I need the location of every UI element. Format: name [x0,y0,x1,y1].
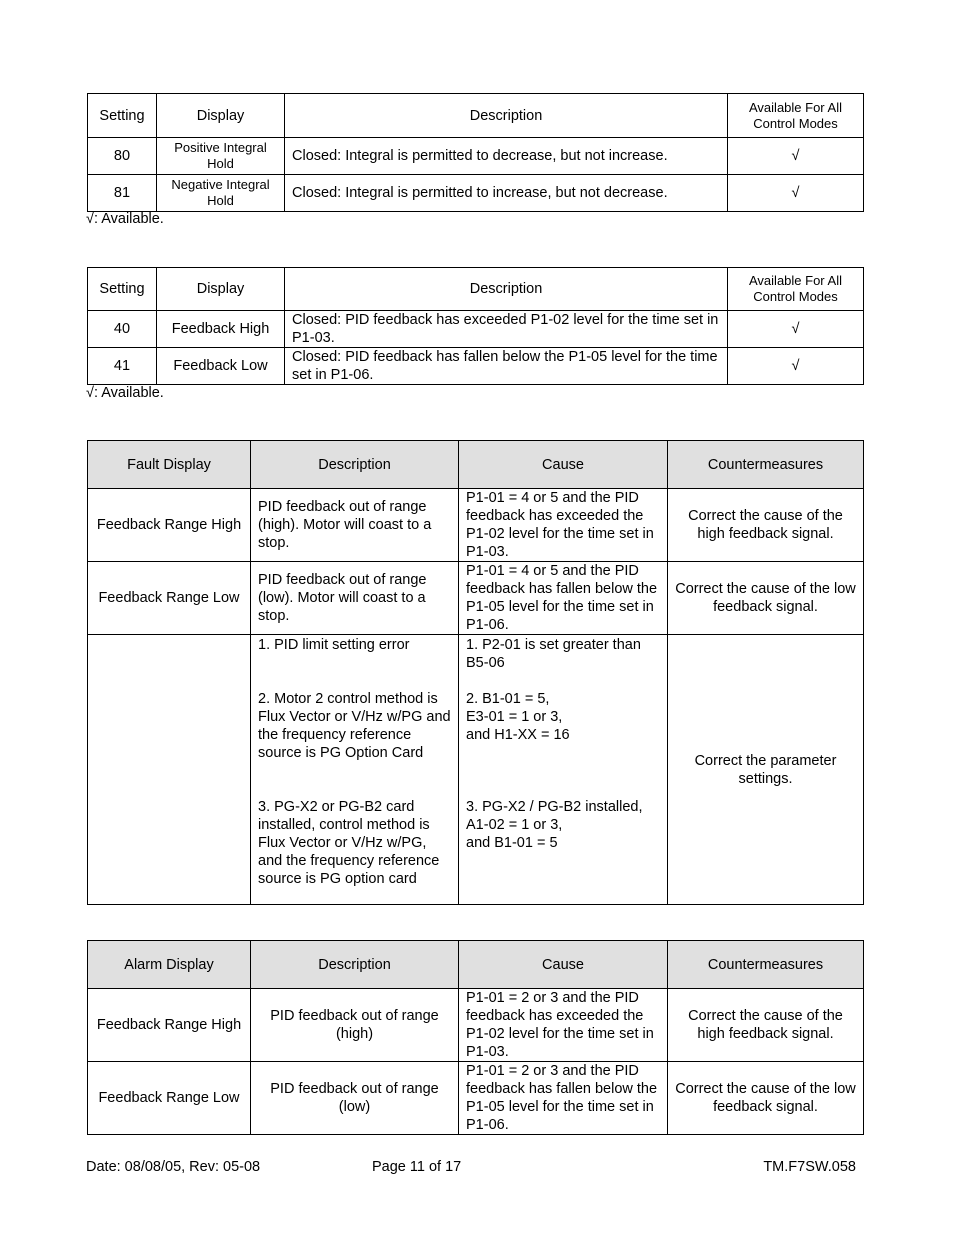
fault-display-cell: Feedback Range High [88,489,251,562]
description-cell: Closed: PID feedback has fallen below the P1-05 level for the time set in P1-06. [285,348,728,385]
table-header-row [88,441,864,489]
description-cell [251,635,459,905]
table-row [88,489,864,562]
description-cell: PID feedback out of range (low) [251,1062,459,1135]
table-row [88,348,864,385]
table-header-row [88,268,864,311]
description-cell: Closed: Integral is permitted to increase, but not decrease. [285,175,728,212]
table-row [88,989,864,1062]
table-row [88,175,864,212]
setting-cell: 41 [88,348,157,385]
display-cell: Negative Integral Hold [157,175,285,212]
alarm-display-cell: Feedback Range Low [88,1062,251,1135]
table-row [88,138,864,175]
description-item: 1. PID limit setting error [258,637,410,653]
digital-input-settings-table [87,93,864,212]
fault-display-cell [88,635,251,905]
column-header: Setting [88,94,157,138]
fault-display-cell: Feedback Range Low [88,562,251,635]
display-cell: Feedback Low [157,348,285,385]
countermeasure-cell: Correct the cause of the low feedback signal. [668,562,864,635]
description-cell: PID feedback out of range (high) [251,989,459,1062]
column-header: Display [157,268,285,311]
column-header: Available For All Control Modes [728,268,864,311]
column-header: Countermeasures [668,941,864,989]
footer-page-number: Page 11 of 17 [372,1159,462,1175]
setting-cell: 81 [88,175,157,212]
display-cell: Positive Integral Hold [157,138,285,175]
cause-cell [459,635,668,905]
column-header: Description [251,441,459,489]
description-cell: PID feedback out of range (high). Motor will coast to a stop. [251,489,459,562]
checkmark-icon: √ [728,311,864,348]
column-header: Fault Display [88,441,251,489]
cause-cell: P1-01 = 2 or 3 and the PID feedback has fallen below the P1-05 level for the time set in P1-06. [459,1062,668,1135]
cause-cell: P1-01 = 4 or 5 and the PID feedback has exceeded the P1-02 level for the time set in P1-03. [459,489,668,562]
table-row [88,562,864,635]
checkmark-icon: √ [728,138,864,175]
column-header: Description [285,268,728,311]
cause-cell: P1-01 = 4 or 5 and the PID feedback has fallen below the P1-05 level for the time set in P1-06. [459,562,668,635]
checkmark-icon: √ [728,175,864,212]
description-cell: PID feedback out of range (low). Motor will coast to a stop. [251,562,459,635]
table-row [88,311,864,348]
table-header-row [88,941,864,989]
cause-item: 1. P2-01 is set greater than B5-06 [466,637,641,671]
column-header: Countermeasures [668,441,864,489]
column-header: Description [285,94,728,138]
alarm-display-cell: Feedback Range High [88,989,251,1062]
description-cell: Closed: PID feedback has exceeded P1-02 level for the time set in P1-03. [285,311,728,348]
footer-date: Date: 08/08/05, Rev: 05-08 [86,1159,261,1175]
checkmark-icon: √ [728,348,864,385]
column-header: Description [251,941,459,989]
fault-display-table [87,440,864,905]
table-row [88,1062,864,1135]
cause-item: 2. B1-01 = 5, E3-01 = 1 or 3, and H1-XX = 16 [466,691,570,743]
column-header: Cause [459,441,668,489]
alarm-display-table [87,940,864,1135]
availability-note: √: Available. [86,211,164,227]
column-header: Alarm Display [88,941,251,989]
column-header: Setting [88,268,157,311]
description-item: 2. Motor 2 control method is Flux Vector or V/Hz w/PG and the frequency reference source is PG Option Card [258,691,451,761]
availability-note: √: Available. [86,385,164,401]
column-header: Cause [459,941,668,989]
description-item: 3. PG-X2 or PG-B2 card installed, control method is Flux Vector or V/Hz w/PG, and the frequency reference source is PG option card [258,799,440,887]
column-header: Available For All Control Modes [728,94,864,138]
table-header-row [88,94,864,138]
setting-cell: 80 [88,138,157,175]
footer-document-id: TM.F7SW.058 [763,1159,856,1175]
table-row [88,635,864,905]
column-header: Display [157,94,285,138]
countermeasure-cell: Correct the cause of the high feedback signal. [668,489,864,562]
digital-output-settings-table [87,267,864,385]
cause-item: 3. PG-X2 / PG-B2 installed, A1-02 = 1 or 3, and B1-01 = 5 [466,799,643,851]
description-cell: Closed: Integral is permitted to decrease, but not increase. [285,138,728,175]
countermeasure-cell: Correct the cause of the high feedback signal. [668,989,864,1062]
display-cell: Feedback High [157,311,285,348]
setting-cell: 40 [88,311,157,348]
countermeasure-cell: Correct the cause of the low feedback signal. [668,1062,864,1135]
cause-cell: P1-01 = 2 or 3 and the PID feedback has exceeded the P1-02 level for the time set in P1-03. [459,989,668,1062]
countermeasure-cell: Correct the parameter settings. [668,635,864,905]
